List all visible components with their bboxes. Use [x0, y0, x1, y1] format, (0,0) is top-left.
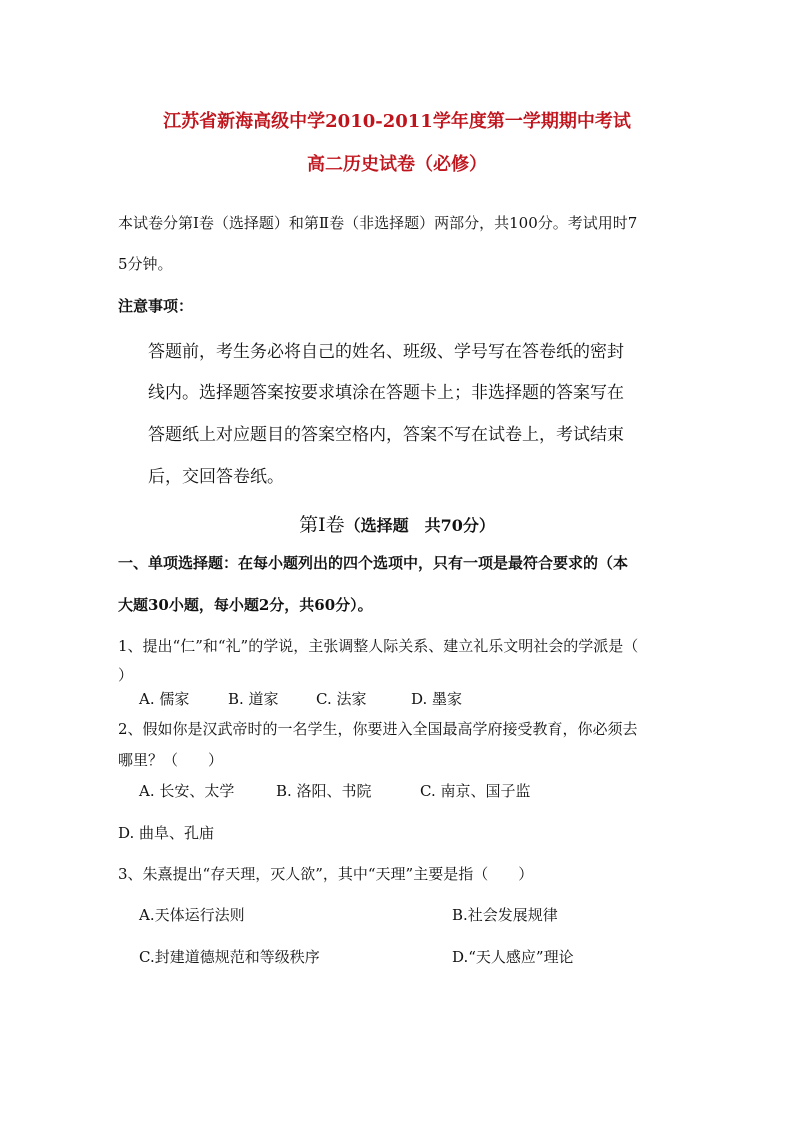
intro-line-2: 5分钟。 — [118, 255, 173, 273]
question-1-stem-cont: ） — [118, 666, 134, 684]
notice-line-1: 答题前，考生务必将自己的姓名、班级、学号写在答卷纸的密封 — [148, 342, 624, 362]
exam-title: 江苏省新海高级中学2010-2011学年度第一学期期中考试 — [163, 111, 631, 132]
question-1-option-c: C. 法家 — [316, 690, 367, 708]
section-title-sub: （选择题 共70分） — [344, 516, 495, 535]
notice-heading: 注意事项： — [118, 297, 194, 315]
intro-line-1: 本试卷分第Ⅰ卷（选择题）和第Ⅱ卷（非选择题）两部分，共100分。考试用时7 — [118, 214, 638, 232]
question-2-option-c: C. 南京、国子监 — [420, 782, 531, 800]
exam-subtitle: 高二历史试卷（必修） — [307, 154, 487, 175]
question-1-option-d: D. 墨家 — [411, 690, 463, 708]
question-3-option-a: A.天体运行法则 — [139, 906, 245, 924]
question-3-option-d: D.“天人感应”理论 — [452, 948, 574, 966]
question-2-option-a: A. 长安、太学 — [139, 782, 235, 800]
section-title-main: 第Ⅰ卷 — [299, 514, 345, 536]
question-1-stem: 1、提出“仁”和“礼”的学说，主张调整人际关系、建立礼乐文明社会的学派是（ — [118, 637, 639, 655]
notice-line-3: 答题纸上对应题目的答案空格内，答案不写在试卷上，考试结束 — [148, 425, 624, 445]
part-instruction-line-2: 大题30小题，每小题2分，共60分）。 — [118, 596, 373, 614]
question-1-option-b: B. 道家 — [228, 690, 279, 708]
question-3-option-c: C.封建道德规范和等级秩序 — [139, 948, 320, 966]
section-title — [0, 510, 794, 537]
question-1-option-a: A. 儒家 — [139, 690, 190, 708]
question-2-stem-cont: 哪里？（ ） — [118, 751, 224, 769]
question-3-stem: 3、朱熹提出“存天理，灭人欲”，其中“天理”主要是指（ ） — [118, 865, 534, 883]
notice-line-2: 线内。选择题答案按要求填涂在答题卡上；非选择题的答案写在 — [148, 383, 624, 403]
notice-line-4: 后，交回答卷纸。 — [148, 467, 284, 487]
question-2-option-b: B. 洛阳、书院 — [276, 782, 372, 800]
question-2-option-d: D. 曲阜、孔庙 — [118, 824, 215, 842]
question-2-stem: 2、假如你是汉武帝时的一名学生，你要进入全国最高学府接受教育，你必须去 — [118, 720, 638, 738]
question-3-option-b: B.社会发展规律 — [452, 906, 558, 924]
part-instruction-line-1: 一、单项选择题：在每小题列出的四个选项中，只有一项是最符合要求的（本 — [118, 554, 629, 572]
